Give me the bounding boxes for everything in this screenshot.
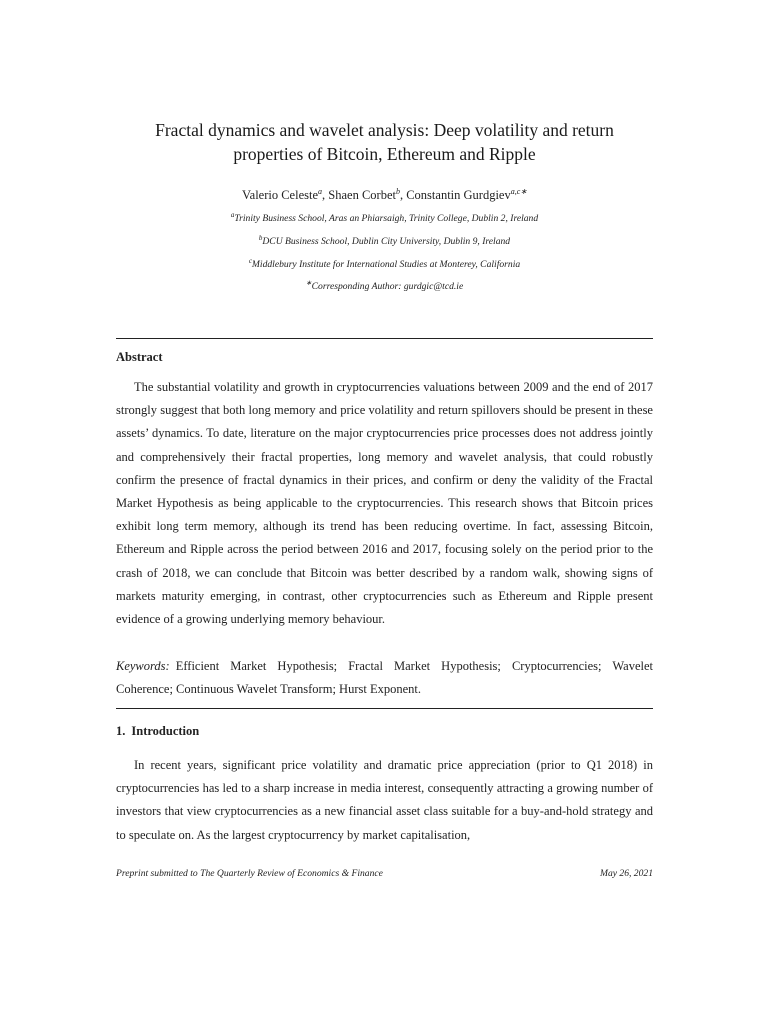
affiliation-mark: a bbox=[230, 211, 235, 219]
paper-title-line-2: properties of Bitcoin, Ethereum and Ripple bbox=[233, 144, 536, 164]
affiliation-text: Corresponding Author: gurdgic@tcd.ie bbox=[311, 281, 464, 293]
affiliation-mark: ∗ bbox=[305, 279, 312, 288]
author-affiliation-mark: b bbox=[395, 187, 400, 196]
section-heading-introduction bbox=[116, 724, 199, 739]
affiliation-mark: c bbox=[248, 256, 252, 265]
keywords-label: Keywords: bbox=[116, 659, 170, 673]
paper-title bbox=[116, 118, 653, 166]
affiliation-text: Middlebury Institute for International Studies at Monterey, California bbox=[251, 258, 521, 270]
corresponding-author bbox=[116, 274, 653, 297]
section-number: 1. bbox=[116, 724, 126, 738]
paper-title-line-1: Fractal dynamics and wavelet analysis: Deep volatility and return bbox=[155, 120, 614, 140]
affiliation-text: DCU Business School, Dublin City University, Dublin 9, Ireland bbox=[262, 235, 511, 247]
paper-page bbox=[116, 0, 653, 1024]
affiliation-mark: b bbox=[258, 233, 263, 242]
affiliation-item bbox=[116, 252, 653, 275]
author-affiliation-mark: a bbox=[318, 187, 323, 196]
affiliation-list bbox=[116, 206, 653, 297]
affiliation-text: Trinity Business School, Aras an Phiarsaigh, Trinity College, Dublin 2, Ireland bbox=[234, 213, 539, 225]
abstract-body: The substantial volatility and growth in cryptocurrencies valuations between 2009 and the end of 2017 strongly suggest that both long memory and price volatility and return spillovers should be present in these assets’ dynamics. To date, literature on the major cryptocurrencies price processes does not address jointly and comprehensively their fractal properties, long memory and wavelet analysis, that could robustly confirm the presence of fractal dynamics in their prices, and confirm or deny the validity of the Fractal Market Hypothesis as being applicable to the cryptocurrencies. This research shows that Bitcoin prices exhibit long term memory, although its trend has been reducing overtime. In fact, assessing Bitcoin, Ethereum and Ripple across the period between 2016 and 2017, focusing solely on the period prior to the crash of 2018, we can conclude that Bitcoin was better described by a random walk, showing signs of markets maturity emerging, in contrast, other cryptocurrencies such as Ethereum and Ripple present evidence of a growing underlying memory behaviour. bbox=[116, 380, 653, 627]
author-name: Constantin Gurdgiev bbox=[406, 188, 511, 203]
keywords bbox=[116, 655, 653, 701]
footer-date: May 26, 2021 bbox=[599, 868, 653, 879]
introduction-paragraph: In recent years, significant price volatility and dramatic price appreciation (prior to Q1 2018) in cryptocurrencies has led to a sharp increase in media interest, consequently attracting a growing number of investors that view cryptocurrencies as a new financial asset class suitable for a buy-and-hold strategy and to speculate on. As the largest cryptocurrency by market capitalisation, bbox=[116, 758, 653, 842]
author-list: Valerio Celeste$^a$, Shaen Corbet$^b$, Constantin Gurdgiev$^{a,c∗}$ bbox=[242, 187, 527, 203]
abstract-heading: Abstract bbox=[116, 350, 163, 364]
section-title: Introduction bbox=[131, 724, 200, 738]
author-affiliation-mark: a,c∗ bbox=[510, 187, 527, 196]
page-footer bbox=[116, 868, 653, 879]
affiliation-item bbox=[116, 229, 653, 252]
abstract-bottom-rule bbox=[116, 708, 653, 709]
abstract-top-rule bbox=[116, 338, 653, 339]
preprint-note: Preprint submitted to The Quarterly Review of Economics & Finance bbox=[116, 868, 383, 879]
author-name: Shaen Corbet bbox=[328, 188, 396, 203]
affiliation-item bbox=[116, 206, 653, 229]
keywords-text: Efficient Market Hypothesis; Fractal Market Hypothesis; Cryptocurrencies; Wavelet Coherence; Continuous Wavelet Transform; Hurst Exponent. bbox=[116, 659, 653, 697]
author-name: Valerio Celeste bbox=[242, 188, 319, 203]
